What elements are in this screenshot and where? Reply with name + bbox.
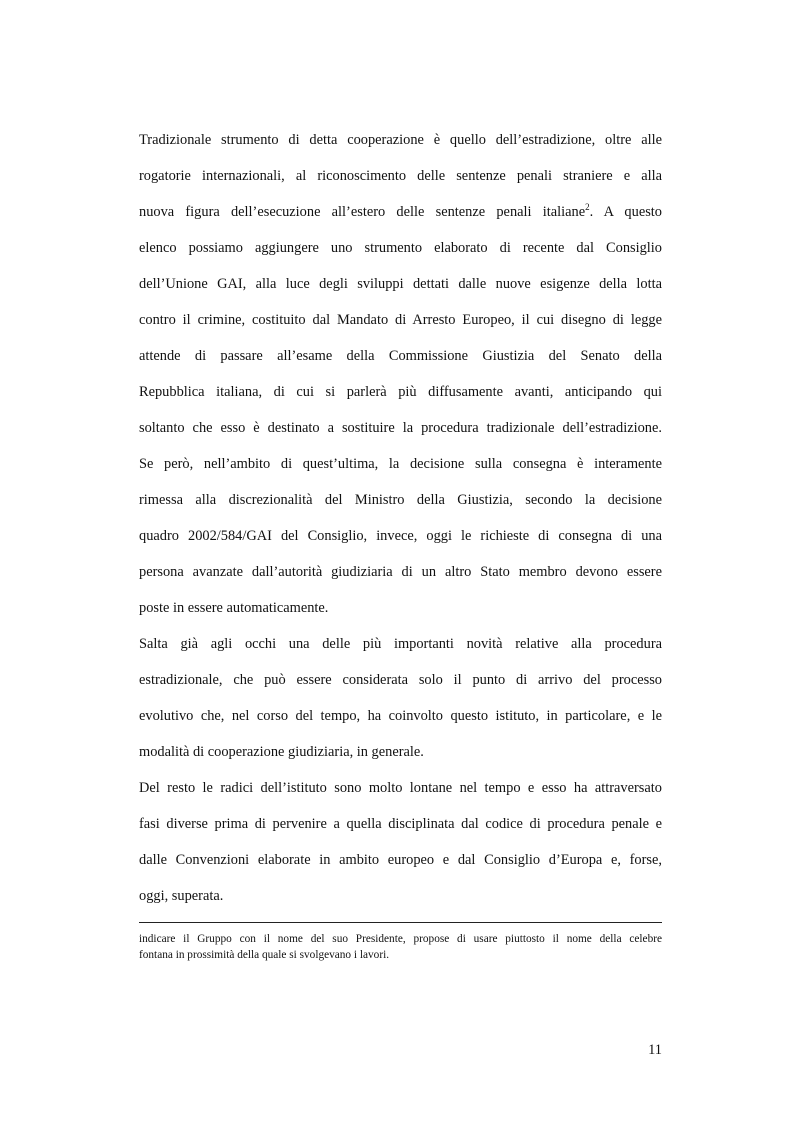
body-line: poste in essere automaticamente.	[139, 600, 329, 616]
page-number: 11	[648, 1042, 662, 1058]
body-line: contro il crimine, costituito dal Mandato di Arresto Europeo, il cui disegno di legge	[139, 312, 662, 328]
footnote-line: fontana in prossimità della quale si svolgevano i lavori.	[139, 949, 390, 961]
footnote-separator	[139, 922, 662, 923]
footnote	[139, 931, 662, 963]
footnote-line: indicare il Gruppo con il nome del suo Presidente, propose di usare piuttosto il nome della celebre	[139, 933, 662, 945]
body-line-segment: . A questo	[589, 204, 662, 220]
body-line: modalità di cooperazione giudiziaria, in generale.	[139, 744, 424, 760]
body-line: evolutivo che, nel corso del tempo, ha coinvolto questo istituto, in particolare, e le	[139, 708, 662, 724]
body-line: Repubblica italiana, di cui si parlerà più diffusamente avanti, anticipando qui	[139, 384, 662, 400]
body-line: elenco possiamo aggiungere uno strumento elaborato di recente dal Consiglio	[139, 240, 662, 256]
body-line: persona avanzate dall’autorità giudiziaria di un altro Stato membro devono essere	[139, 564, 662, 580]
body-line: quadro 2002/584/GAI del Consiglio, invece, oggi le richieste di consegna di una	[139, 528, 662, 544]
body-line: fasi diverse prima di pervenire a quella disciplinata dal codice di procedura penale e	[139, 816, 662, 832]
body-line: dalle Convenzioni elaborate in ambito europeo e dal Consiglio d’Europa e, forse,	[139, 852, 662, 868]
body-line: soltanto che esso è destinato a sostituire la procedura tradizionale dell’estradizione.	[139, 420, 662, 436]
body-line-segment: nuova figura dell’esecuzione all’estero delle sentenze penali italiane	[139, 204, 586, 220]
body-text	[139, 122, 662, 914]
body-line: attende di passare all’esame della Commissione Giustizia del Senato della	[139, 348, 662, 364]
body-line: Salta già agli occhi una delle più importanti novità relative alla procedura	[139, 636, 662, 652]
body-line: dell’Unione GAI, alla luce degli sviluppi dettati dalle nuove esigenze della lotta	[139, 276, 662, 292]
body-line: Se però, nell’ambito di quest’ultima, la decisione sulla consegna è interamente	[139, 456, 662, 472]
body-line: rogatorie internazionali, al riconoscimento delle sentenze penali straniere e alla	[139, 168, 662, 184]
footnote-reference: 2	[585, 202, 590, 212]
body-line	[139, 194, 662, 230]
body-line: estradizionale, che può essere considerata solo il punto di arrivo del processo	[139, 672, 662, 688]
body-line: rimessa alla discrezionalità del Ministro della Giustizia, secondo la decisione	[139, 492, 662, 508]
body-line: Del resto le radici dell’istituto sono molto lontane nel tempo e esso ha attraversato	[139, 780, 662, 796]
body-line: Tradizionale strumento di detta cooperazione è quello dell’estradizione, oltre alle	[139, 132, 662, 148]
body-line: oggi, superata.	[139, 888, 224, 904]
